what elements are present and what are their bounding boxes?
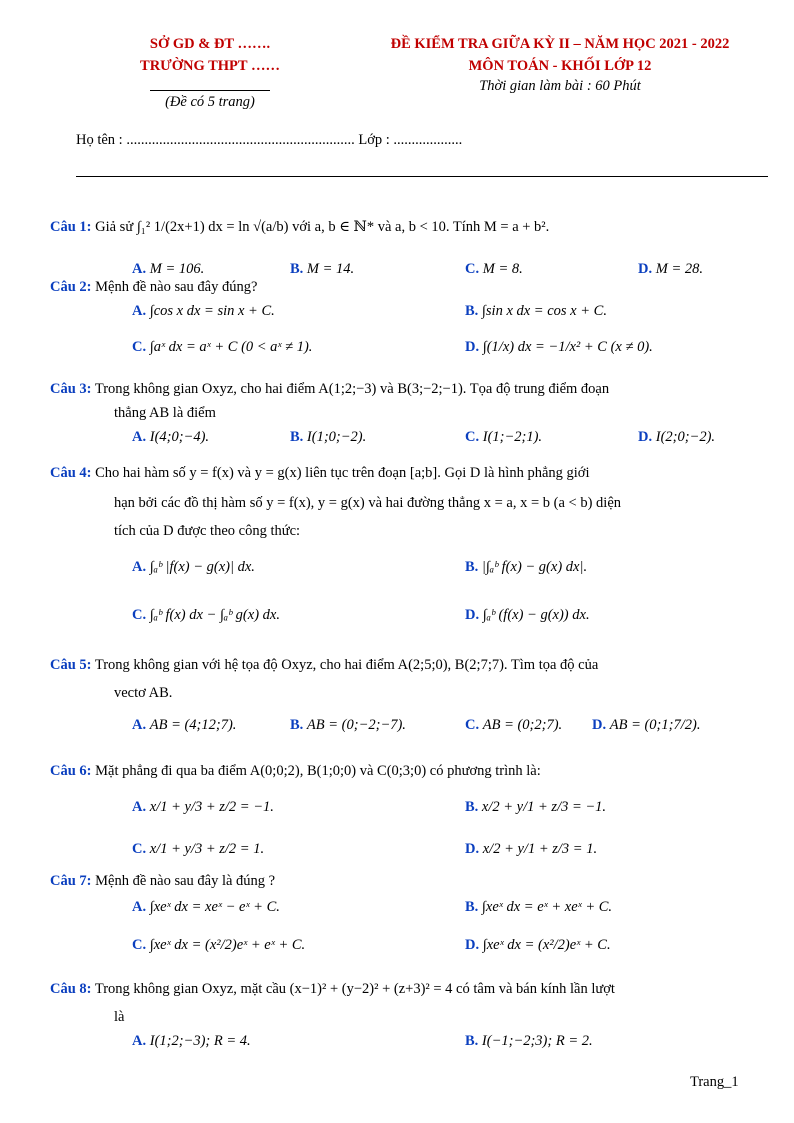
question-3-continued: thẳng AB là điểm	[114, 405, 216, 421]
option-c[interactable]: C. AB = (0;2;7).	[465, 717, 563, 733]
question-label: Câu 6:	[50, 763, 92, 779]
page-count-note: (Đề có 5 trang)	[165, 94, 255, 110]
option-c[interactable]: C. ∫ₐᵇ f(x) dx − ∫ₐᵇ g(x) dx.	[132, 607, 280, 623]
question-4-continued: hạn bởi các đồ thị hàm số y = f(x), y = g(x) và hai đường thẳng x = a, x = b (a < b) diện	[114, 495, 622, 511]
question-8	[50, 978, 746, 1000]
subject-label: MÔN TOÁN - KHỐI LỚP 12	[468, 58, 652, 74]
question-text: Mặt phẳng đi qua ba điểm A(0;0;2), B(1;0;0) và C(0;3;0) có phương trình là:	[95, 763, 541, 779]
question-label: Câu 7:	[50, 873, 92, 889]
time-label: Thời gian làm bài : 60 Phút	[479, 78, 641, 94]
option-c[interactable]: C. I(1;−2;1).	[465, 429, 543, 445]
question-8-continued: là	[114, 1009, 125, 1025]
option-c[interactable]: C. M = 8.	[465, 261, 523, 277]
option-b[interactable]: B. ∫sin x dx = cos x + C.	[465, 303, 607, 319]
option-b[interactable]: B. M = 14.	[290, 261, 355, 277]
question-label: Câu 4:	[50, 465, 92, 481]
question-2	[50, 276, 746, 298]
question-4	[50, 462, 746, 484]
question-1	[50, 216, 746, 238]
option-c[interactable]: C. ∫aˣ dx = aˣ + C (0 < aˣ ≠ 1).	[132, 339, 313, 355]
option-d[interactable]: D. ∫(1/x) dx = −1/x² + C (x ≠ 0).	[465, 339, 653, 355]
option-b[interactable]: B. I(−1;−2;3); R = 2.	[465, 1033, 593, 1049]
exam-title: ĐỀ KIỂM TRA GIỮA KỲ II – NĂM HỌC 2021 - 2022	[390, 36, 730, 52]
option-b[interactable]: B. AB = (0;−2;−7).	[290, 717, 406, 733]
option-d[interactable]: D. I(2;0;−2).	[638, 429, 716, 445]
option-a[interactable]: A. AB = (4;12;7).	[132, 717, 237, 733]
option-b[interactable]: B. x/2 + y/1 + z/3 = −1.	[465, 799, 607, 815]
question-text: Trong không gian Oxyz, mặt cầu (x−1)² + (y−2)² + (z+3)² = 4 có tâm và bán kính lần lượt	[94, 981, 615, 997]
option-a[interactable]: A. M = 106.	[132, 261, 205, 277]
question-text: Trong không gian với hệ tọa độ Oxyz, cho hai điểm A(2;5;0), B(2;7;7). Tìm tọa độ của	[94, 657, 599, 673]
question-label: Câu 3:	[50, 381, 92, 397]
question-label: Câu 8:	[50, 981, 92, 997]
option-d[interactable]: D. ∫ₐᵇ (f(x) − g(x)) dx.	[465, 607, 590, 623]
question-text: Cho hai hàm số y = f(x) và y = g(x) liên tục trên đoạn [a;b]. Gọi D là hình phẳng giới	[95, 465, 590, 481]
option-a[interactable]: A. ∫cos x dx = sin x + C.	[132, 303, 275, 319]
header-bottom-rule	[76, 176, 768, 177]
option-d[interactable]: D. x/2 + y/1 + z/3 = 1.	[465, 841, 598, 857]
question-6	[50, 760, 746, 782]
option-b[interactable]: B. ∫xeˣ dx = eˣ + xeˣ + C.	[465, 899, 613, 915]
question-label: Câu 5:	[50, 657, 92, 673]
question-7	[50, 870, 746, 892]
question-text: Giả sử ∫₁² 1/(2x+1) dx = ln √(a/b) với a, b ∈ ℕ* và a, b < 10. Tính M = a + b².	[95, 219, 550, 235]
option-a[interactable]: A. ∫ₐᵇ |f(x) − g(x)| dx.	[132, 559, 255, 575]
option-c[interactable]: C. x/1 + y/3 + z/2 = 1.	[132, 841, 265, 857]
question-5	[50, 654, 746, 676]
option-d[interactable]: D. M = 28.	[638, 261, 703, 277]
question-5-continued: vectơ AB.	[114, 685, 173, 701]
question-text: Mệnh đề nào sau đây đúng?	[95, 279, 258, 295]
question-label: Câu 2:	[50, 279, 92, 295]
student-info-line: Họ tên : ............................................................... Lớp : ...................	[76, 132, 463, 148]
question-label: Câu 1:	[50, 219, 92, 235]
option-c[interactable]: C. ∫xeˣ dx = (x²/2)eˣ + eˣ + C.	[132, 937, 306, 953]
option-d[interactable]: D. ∫xeˣ dx = (x²/2)eˣ + C.	[465, 937, 611, 953]
question-4-continued-2: tích của D được theo công thức:	[114, 523, 301, 539]
question-text: Trong không gian Oxyz, cho hai điểm A(1;2;−3) và B(3;−2;−1). Tọa độ trung điểm đoạn	[94, 381, 610, 397]
option-a[interactable]: A. I(4;0;−4).	[132, 429, 210, 445]
department-label: SỞ GD & ĐT …….	[149, 36, 271, 52]
page-number: Trang_1	[690, 1074, 739, 1090]
option-b[interactable]: B. I(1;0;−2).	[290, 429, 367, 445]
question-3	[50, 378, 746, 400]
option-d[interactable]: D. AB = (0;1;7/2).	[592, 717, 701, 733]
header-divider	[150, 90, 270, 91]
school-label: TRƯỜNG THPT ……	[140, 58, 280, 74]
question-text: Mệnh đề nào sau đây là đúng ?	[95, 873, 276, 889]
option-a[interactable]: A. x/1 + y/3 + z/2 = −1.	[132, 799, 274, 815]
option-a[interactable]: A. ∫xeˣ dx = xeˣ − eˣ + C.	[132, 899, 280, 915]
option-a[interactable]: A. I(1;2;−3); R = 4.	[132, 1033, 251, 1049]
option-b[interactable]: B. |∫ₐᵇ f(x) − g(x) dx|.	[465, 559, 588, 575]
